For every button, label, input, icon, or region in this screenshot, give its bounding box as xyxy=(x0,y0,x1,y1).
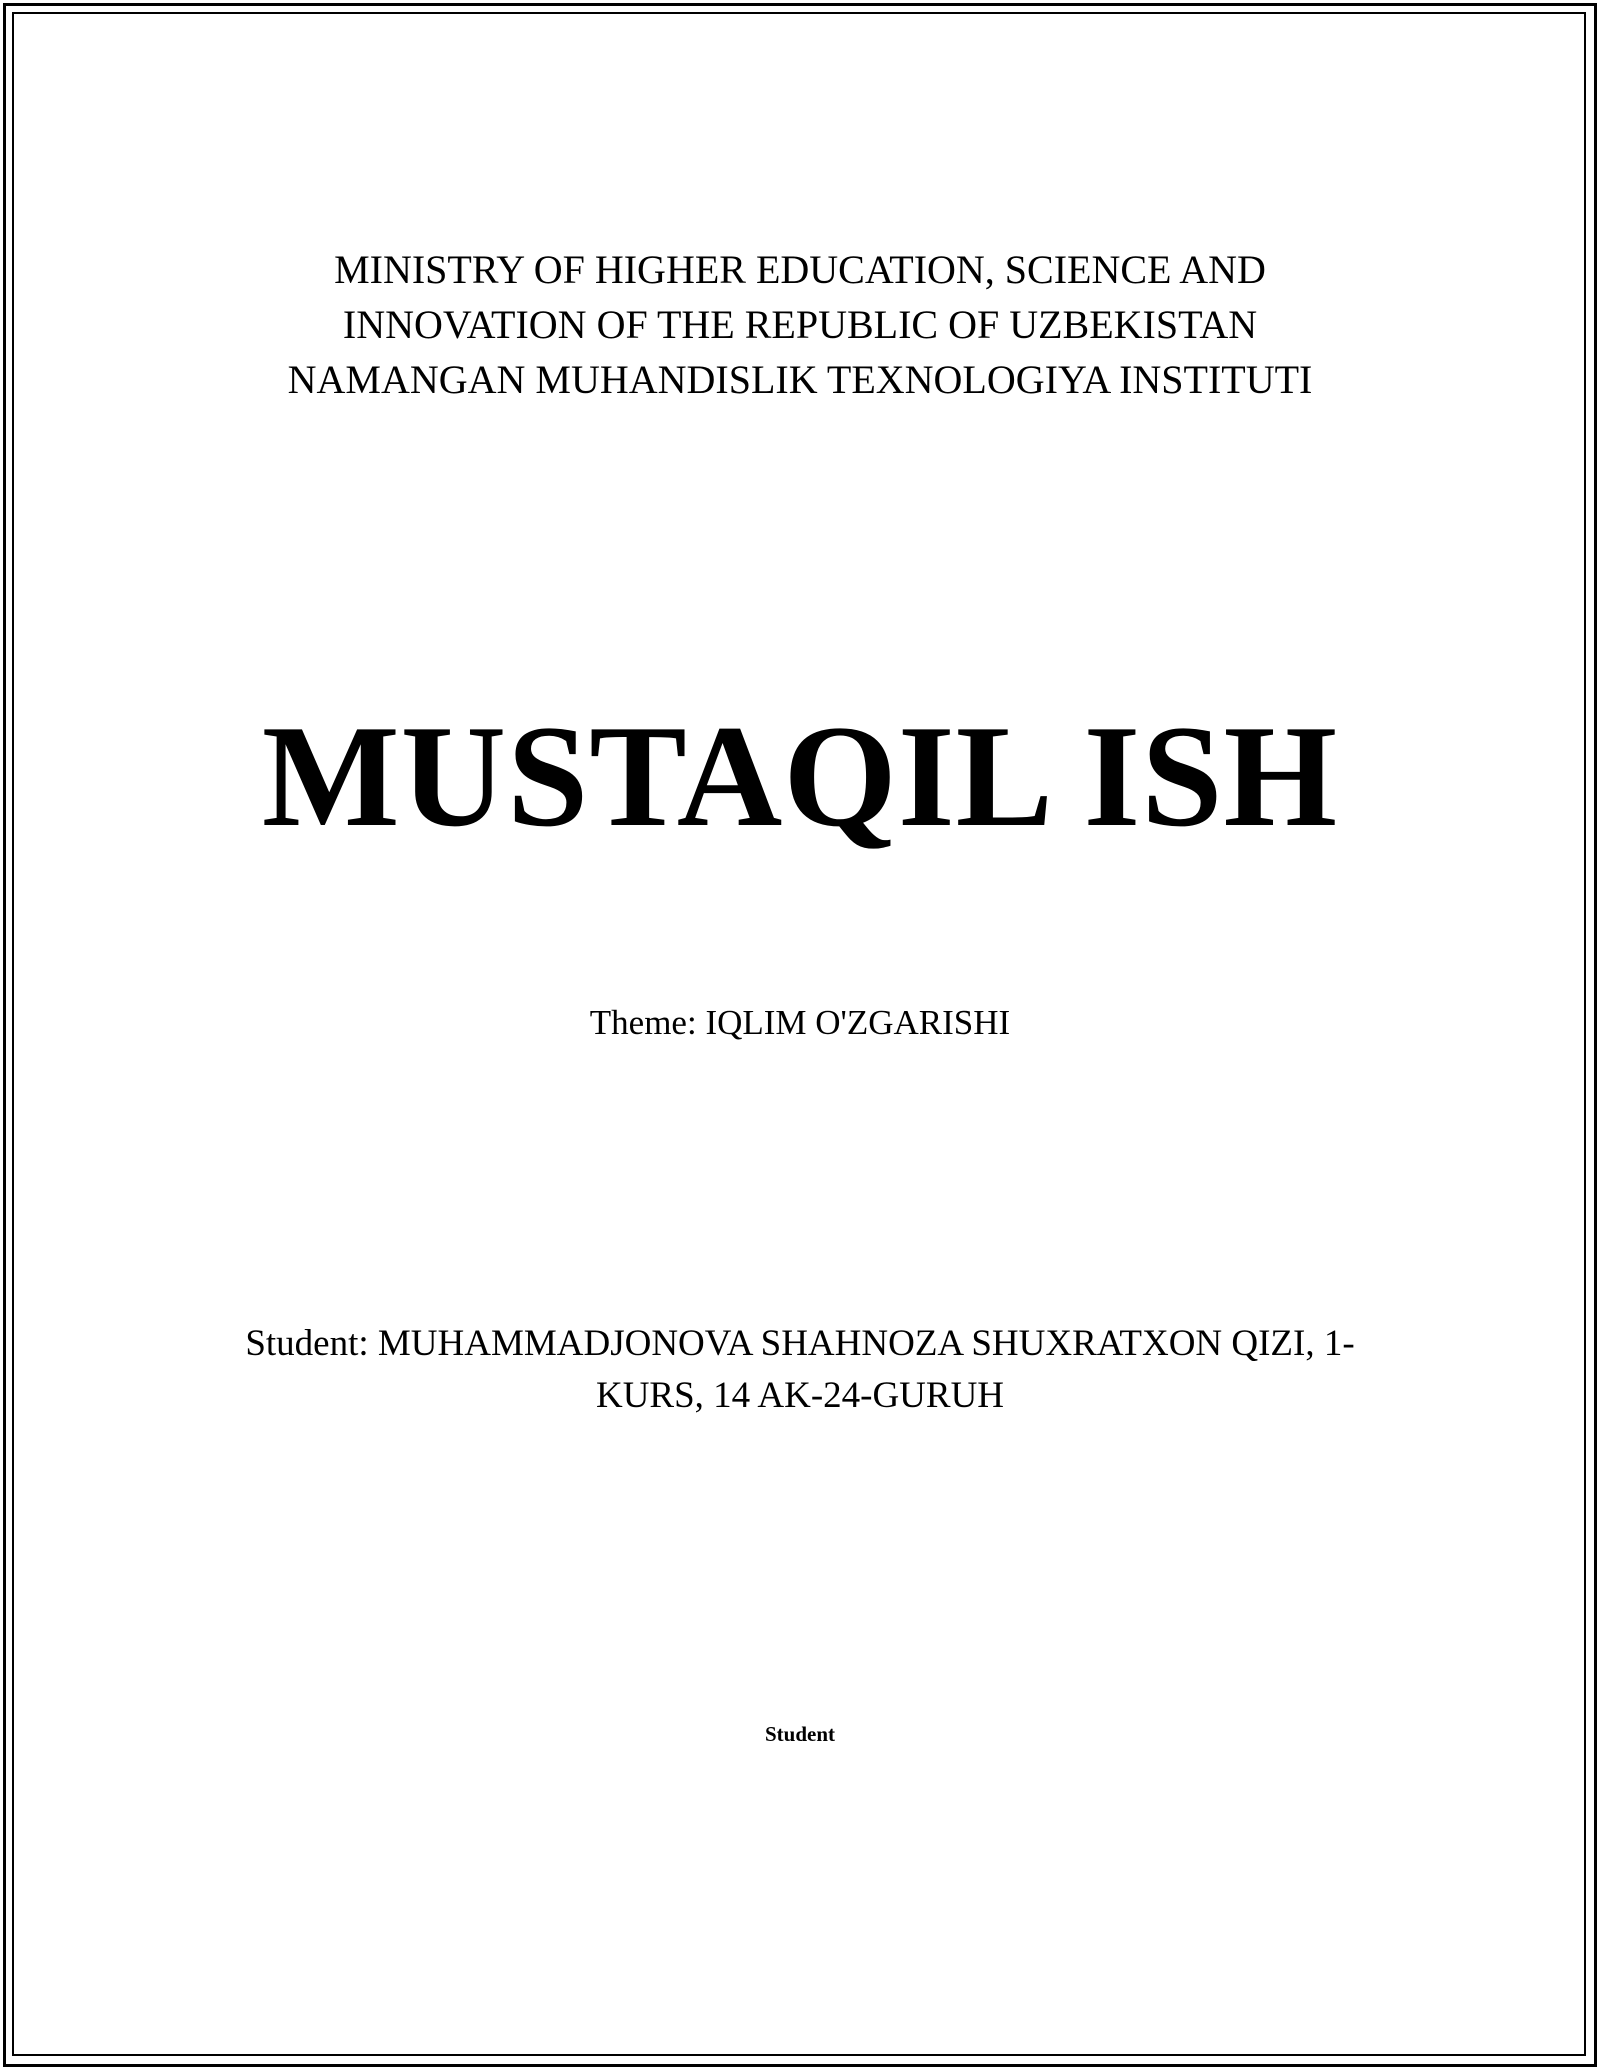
footer-student-label: Student xyxy=(764,1722,836,1746)
header-line-3: NAMANGAN MUHANDISLIK TEXNOLOGIYA INSTITUTI xyxy=(287,357,1313,402)
header-line-1: MINISTRY OF HIGHER EDUCATION, SCIENCE AND xyxy=(334,247,1266,292)
theme-line: Theme: IQLIM O'ZGARISHI xyxy=(589,1003,1011,1042)
institution-header xyxy=(0,242,1600,407)
student-line-1: Student: MUHAMMADJONOVA SHAHNOZA SHUXRATXON QIZI, 1- xyxy=(245,1323,1355,1364)
student-info xyxy=(0,1318,1600,1422)
student-line-2: KURS, 14 AK-24-GURUH xyxy=(595,1375,1005,1416)
header-line-2: INNOVATION OF THE REPUBLIC OF UZBEKISTAN xyxy=(342,302,1258,347)
document-title: MUSTAQIL ISH xyxy=(261,695,1339,857)
